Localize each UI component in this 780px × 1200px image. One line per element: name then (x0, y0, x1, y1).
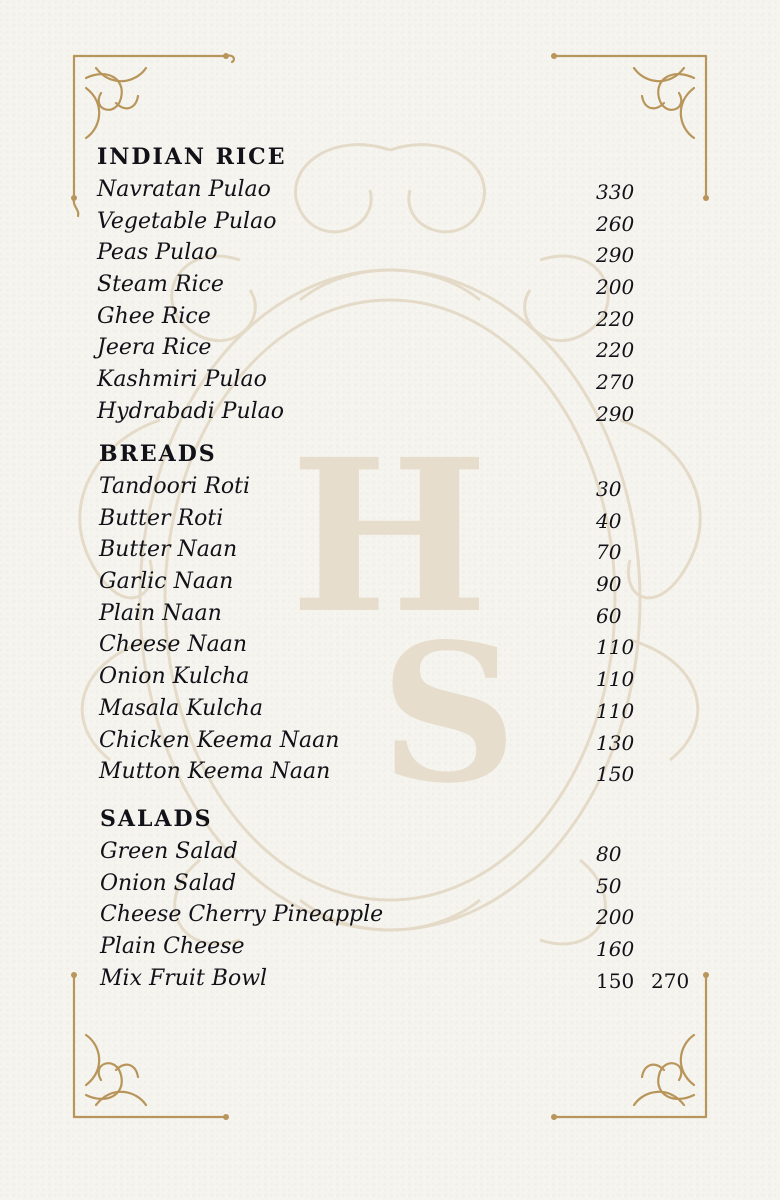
menu-item-price: 30 (596, 477, 622, 501)
menu-item-name: Navratan Pulao (97, 177, 271, 202)
menu-item-price: 80 (596, 842, 622, 866)
menu-item-price: 40 (596, 509, 622, 533)
menu-item-name: Butter Roti (99, 506, 224, 531)
menu-item-name: Onion Salad (100, 871, 237, 896)
menu-item-price: 220 (596, 338, 635, 362)
svg-text:S: S (380, 602, 518, 825)
menu-item-name: Ghee Rice (97, 304, 211, 329)
menu-item-name: Plain Cheese (100, 934, 245, 959)
menu-item-price: 130 (596, 731, 635, 755)
menu-item-name: Jeera Rice (97, 335, 212, 360)
menu-item-price: 150 (596, 969, 635, 993)
menu-item-name: Chicken Keema Naan (99, 728, 340, 753)
menu-item-name: Mutton Keema Naan (99, 759, 331, 784)
menu-item-price: 260 (596, 212, 635, 236)
menu-item-price: 50 (596, 874, 622, 898)
menu-item-name: Onion Kulcha (99, 664, 250, 689)
menu-item-name: Garlic Naan (99, 569, 234, 594)
menu-item-price: 110 (596, 635, 635, 659)
menu-item-name: Masala Kulcha (99, 696, 263, 721)
menu-item-name: Butter Naan (99, 537, 238, 562)
menu-item-price: 160 (596, 937, 635, 961)
section-title-breads: BREADS (99, 441, 217, 467)
menu-item-name: Plain Naan (99, 601, 222, 626)
menu-item-name: Hydrabadi Pulao (97, 399, 285, 424)
menu-item-name: Cheese Naan (99, 632, 247, 657)
menu-item-price: 330 (596, 180, 635, 204)
menu-item-price: 200 (596, 275, 635, 299)
menu-item-price: 90 (596, 572, 622, 596)
menu-item-price: 290 (596, 243, 635, 267)
menu-item-price-large: 270 (651, 969, 690, 993)
menu-item-price: 270 (596, 370, 635, 394)
menu-item-price: 290 (596, 402, 635, 426)
menu-item-price: 150 (596, 762, 635, 786)
menu-item-price: 110 (596, 699, 635, 723)
menu-item-name: Peas Pulao (97, 240, 218, 265)
svg-text:H: H (290, 413, 489, 660)
section-title-indian-rice: INDIAN RICE (97, 144, 287, 170)
menu-item-price: 70 (596, 540, 622, 564)
menu-item-name: Kashmiri Pulao (97, 367, 267, 392)
menu-item-name: Vegetable Pulao (97, 209, 277, 234)
menu-item-price: 110 (596, 667, 635, 691)
menu-item-name: Green Salad (100, 839, 238, 864)
menu-item-name: Steam Rice (97, 272, 224, 297)
menu-item-price: 200 (596, 905, 635, 929)
menu-item-name: Mix Fruit Bowl (100, 966, 268, 991)
menu-item-name: Tandoori Roti (99, 474, 251, 499)
menu-item-name: Cheese Cherry Pineapple (100, 902, 384, 927)
menu-item-price: 220 (596, 307, 635, 331)
menu-item-price: 60 (596, 604, 622, 628)
section-title-salads: SALADS (100, 806, 213, 832)
